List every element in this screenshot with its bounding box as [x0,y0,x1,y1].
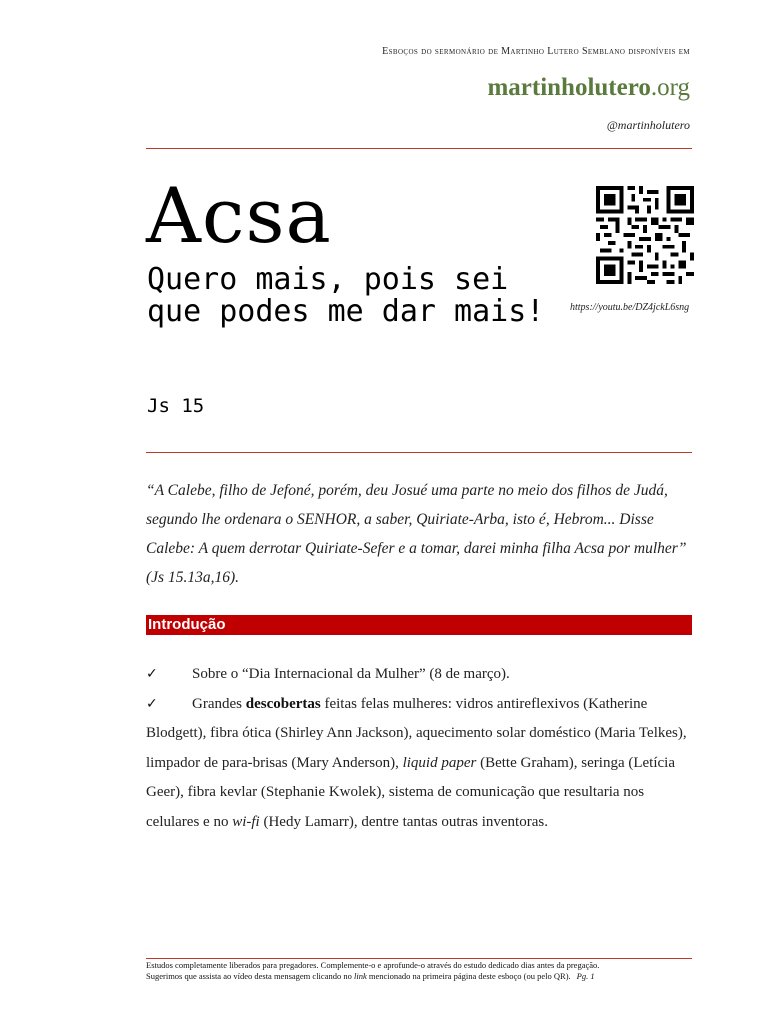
footer-text: Sugerimos que assista ao vídeo desta mensagem clicando no [146,971,354,981]
bullet-italic: liquid paper [402,754,477,771]
list-item-text [146,660,692,690]
video-link[interactable]: https://youtu.be/DZ4jckL6sng [570,302,690,313]
footer-link-word: link [353,971,367,981]
list-item-text [146,690,692,838]
scripture-quote [146,476,698,592]
page-title: Acsa [146,171,332,260]
footer-divider [146,958,692,959]
footer-line-1: Estudos completamente liberados para pregadores. Complemente-o e aprofunde-o através do estudo dedicado dias antes da pregação. [146,960,600,970]
brand-main: martinholutero [487,74,651,101]
title-divider [146,452,692,453]
list-item [146,660,692,690]
quote-text: “A Calebe, filho de Jefoné, porém, deu Josué uma parte no meio dos filhos de Judá, segundo lhe ordenara o SENHOR, a saber, Quiriate-Arba, isto é, Hebrom... Disse Calebe: A quem derrotar Quiriate-Sefer e a tomar, darei minha filha Acsa por mulher” [146,482,687,557]
social-handle: @martinholutero [606,118,690,132]
header-tagline: Esboços do sermonário de Martinho Lutero Semblano disponíveis em [382,46,690,57]
footer-line-2 [146,971,692,982]
qr-code-icon[interactable] [596,186,694,284]
site-brand-link[interactable] [487,74,690,102]
bullet-text: (Hedy Lamarr), dentre tantas outras inventoras. [259,813,548,830]
scripture-reference: Js 15 [147,395,205,417]
header-divider [146,148,692,149]
bullet-list [146,660,692,837]
checkmark-icon: ✓ [146,666,158,682]
bullet-emphasis: descobertas [245,695,321,712]
section-header [146,615,692,635]
page-subtitle: Quero mais, pois sei que podes me dar mais! [147,262,545,329]
page-number: Pg. 1 [576,971,595,981]
list-item [146,690,692,838]
bullet-text: Sobre o “Dia Internacional da Mulher” (8 de março). [192,666,510,682]
bullet-text: (Bette Graham), seringa (Letícia Geer), fibra kevlar (Stephanie Kwolek), sistema de comunicação que resultaria nos celulares e no [146,754,675,830]
page-footer [146,960,692,982]
section-title: Introdução [148,616,226,633]
bullet-text: feitas felas mulheres: vidros antireflexivos (Katherine Blodgett), fibra ótica (Shirley Ann Jackson), aquecimento solar doméstico (Maria Telkes), limpador de para-brisas (Mary Anderson), [146,695,687,771]
brand-tld: .org [650,74,690,101]
footer-text: mencionado na primeira página deste esboço (ou pelo QR). [366,971,571,981]
bullet-text: Grandes [192,695,246,712]
checkmark-icon: ✓ [146,695,158,712]
bullet-italic: wi-fi [232,813,260,830]
quote-reference: (Js 15.13a,16). [146,569,239,586]
